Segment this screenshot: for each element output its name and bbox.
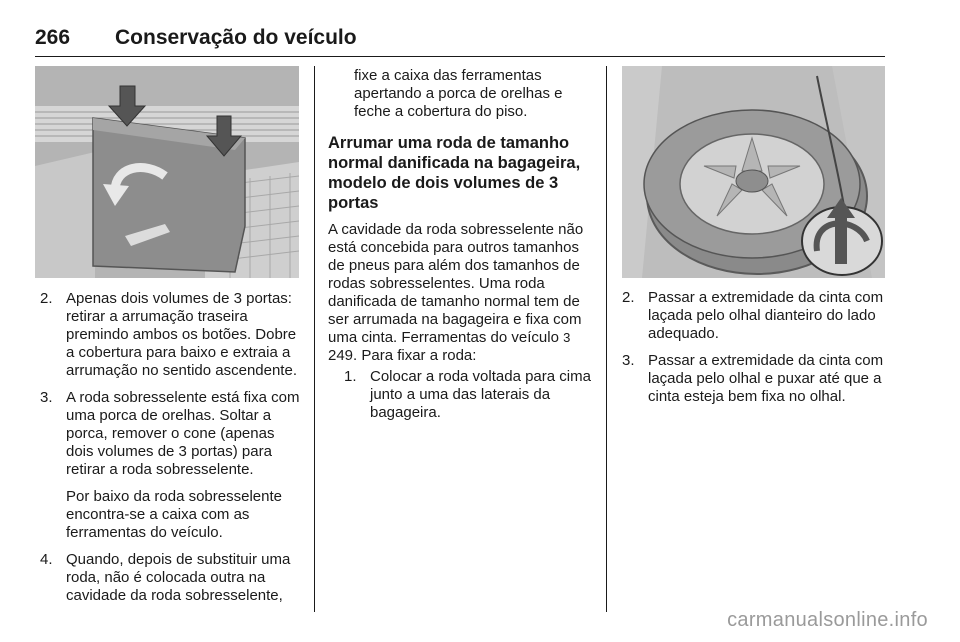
step-number: 4. [40,551,53,568]
page-number: 266 [35,26,71,49]
section-paragraph [328,221,592,365]
step-text: Apenas dois volumes de 3 portas: retirar a arrumação traseira premindo ambos os botões. Dobre a cobertura para baixo e extraia a arrumação no sentido ascendente. [66,290,297,379]
storage-cover-illustration [35,66,299,278]
watermark: carmanualsonline.info [727,609,928,631]
step-text: Passar a extremidade da cinta com laçada pelo olhal dianteiro do lado adequado. [648,289,884,342]
section-heading: Arrumar uma roda de tamanho normal danificada na bagageira, modelo de dois volumes de 3 portas [328,134,581,212]
step-2-remove-storage [40,290,302,380]
tyre-strap-illustration [622,66,885,278]
step-number: 2. [40,290,53,307]
page-reference-link[interactable]: 249 [328,347,354,364]
step-3-loosen-nut [40,389,302,542]
step-text: Passar a extremidade da cinta com laçada pelo olhal e puxar até que a cinta esteja bem fixa no olhal. [648,352,884,405]
page-header [35,22,885,57]
paragraph-text-end: . Para fixar a roda: [353,347,477,364]
step-4-fix-toolbox [40,551,302,605]
step-text: Colocar a roda voltada para cima junto a uma das laterais da bagageira. [370,368,591,421]
right-column [622,289,886,415]
step-3-tighten-strap [622,352,886,406]
step-number: 1. [344,368,357,385]
step-number: 2. [622,289,635,306]
step-text: A roda sobresselente está fixa com uma porca de orelhas. Soltar a porca, remover o cone (apenas dois volumes de 3 portas) para retirar a roda sobresselente. [66,389,300,478]
step-text: Quando, depois de substituir uma roda, não é colocada outra na cavidade da roda sobresselente, [66,551,291,604]
column-divider-left [314,66,315,612]
step-note: Por baixo da roda sobresselente encontra-se a caixa com as ferramentas do veículo. [66,488,282,541]
step-number: 3. [40,389,53,406]
page-reference-icon: 3 [563,330,571,345]
middle-column [328,67,592,431]
step-2-pass-strap [622,289,886,343]
step-number: 3. [622,352,635,369]
page-title: Conservação do veículo [115,26,357,49]
step-1-place-wheel [344,368,592,422]
left-column [40,290,302,614]
step-4-continuation: fixe a caixa das ferramentas apertando a porca de orelhas e feche a cobertura do piso. [354,67,563,120]
column-divider-right [606,66,607,612]
paragraph-text: A cavidade da roda sobresselente não está concebida para outros tamanhos de pneus para além dos tamanhos de rodas sobresselentes. Uma roda danificada de tamanho normal tem de ser arrumada na bagageira e fixa com uma cinta. Ferramentas do veículo [328,221,584,346]
